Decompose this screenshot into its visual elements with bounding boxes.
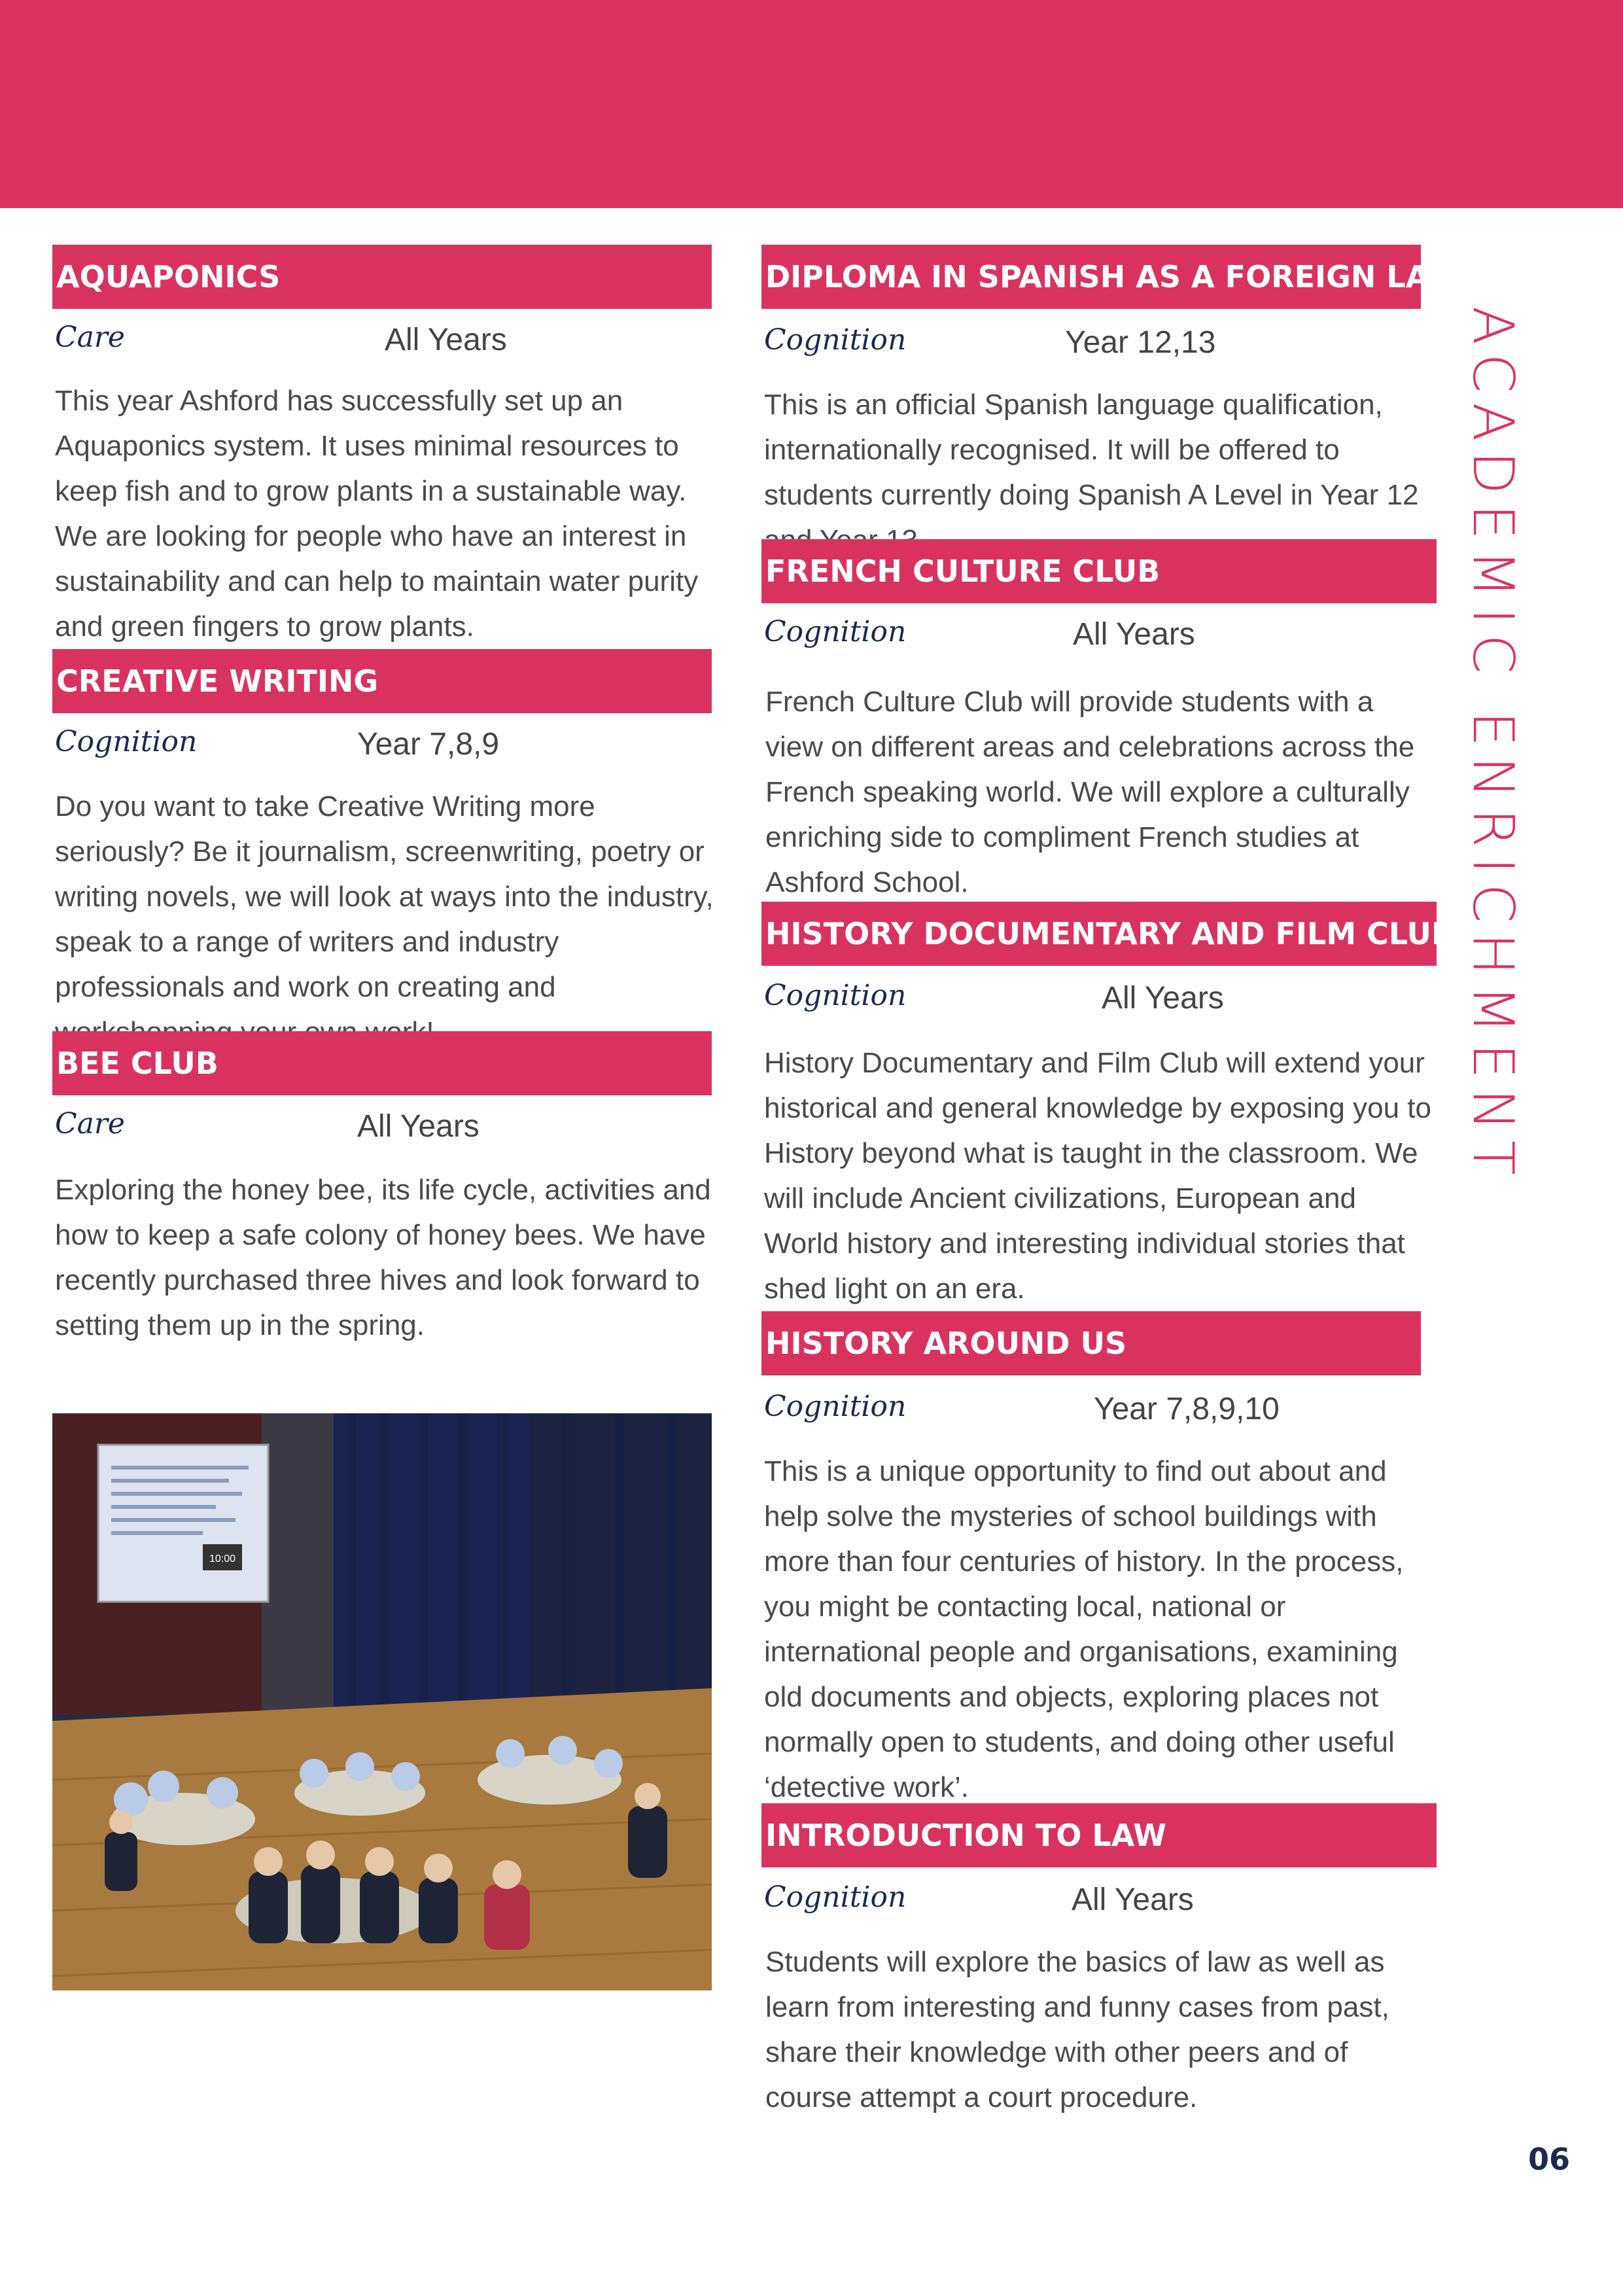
- french-culture-years: All Years: [1073, 617, 1195, 652]
- creative-writing-header: CREATIVE WRITING: [52, 649, 712, 713]
- diploma-spanish-years: Year 12,13: [1065, 325, 1216, 360]
- classroom-photo: [52, 1413, 712, 1990]
- history-around-category: Cognition: [764, 1390, 907, 1423]
- diploma-spanish-header: DIPLOMA IN SPANISH AS A FOREIGN LANGUAGE: [761, 245, 1421, 309]
- creative-writing-category: Cognition: [55, 725, 198, 758]
- history-doc-years: All Years: [1102, 981, 1224, 1016]
- french-culture-header: FRENCH CULTURE CLUB: [761, 539, 1437, 603]
- french-culture-category: Cognition: [764, 615, 907, 648]
- history-doc-body: History Documentary and Film Club will extend your historical and general knowledge by exposing you to History beyond what is taught in the classroom. We will include Ancient civilizations, European and World history and interesting individual stories that shed light on an era.: [764, 1047, 1431, 1305]
- aquaponics-years: All Years: [385, 323, 507, 357]
- intro-law-header: INTRODUCTION TO LAW: [761, 1803, 1437, 1867]
- bee-club-years: All Years: [357, 1109, 480, 1144]
- history-around-years: Year 7,8,9,10: [1094, 1392, 1280, 1426]
- history-doc-header: HISTORY DOCUMENTARY AND FILM CLUB: [761, 902, 1437, 966]
- history-around-body: This is a unique opportunity to find out about and help solve the mysteries of school buildings with more than four centuries of history. In the process, you might be contacting local, national or international people and organisations, examining old documents and objects, exploring places not normally open to students, and doing other useful ‘detective work’.: [764, 1455, 1404, 1803]
- page-number: 06: [1527, 2142, 1570, 2177]
- aquaponics-header: AQUAPONICS: [52, 245, 712, 309]
- bee-club-header: BEE CLUB: [52, 1031, 712, 1095]
- creative-writing-years: Year 7,8,9: [357, 727, 500, 762]
- aquaponics-body: This year Ashford has successfully set up an Aquaponics system. It uses minimal resources to keep fish and to grow plants in a sustainable way. We are looking for people who have an interest in sustainability and can help to maintain water purity and green fingers to grow plants.: [55, 385, 699, 643]
- history-doc-category: Cognition: [764, 979, 907, 1012]
- screen-timer: 10:00: [209, 1553, 236, 1564]
- bee-club-category: Care: [55, 1107, 125, 1140]
- diploma-spanish-body: This is an official Spanish language qualification, internationally recognised. It will be offered to students currently doing Spanish A Level in Year 12: [764, 389, 1419, 511]
- history-around-header: HISTORY AROUND US: [761, 1311, 1421, 1375]
- creative-writing-body: Do you want to take Creative Writing more seriously? Be it journalism, screenwriting, poetry or writing novels, we will look at ways into the industry, speak to a range of writers and industry professionals and work on creating and: [55, 790, 714, 1003]
- french-culture-body: French Culture Club will provide students with a view on different areas and celebrations across the French speaking world. We will explore a culturally enriching side to compliment French studies at Ashford School.: [765, 686, 1415, 898]
- intro-law-category: Cognition: [764, 1881, 907, 1914]
- side-title: ACADEMIC ENRICHMENT: [1460, 306, 1526, 1185]
- intro-law-years: All Years: [1072, 1882, 1194, 1917]
- aquaponics-category: Care: [55, 321, 125, 354]
- diploma-spanish-category: Cognition: [764, 323, 907, 357]
- header-band: [0, 0, 1623, 208]
- intro-law-body: Students will explore the basics of law as well as learn from interesting and funny cases from past, share their knowledge with other peers and of course attempt a court procedure.: [765, 1946, 1389, 2113]
- bee-club-body: Exploring the honey bee, its life cycle, activities and how to keep a safe colony of honey bees. We have recently purchased three hives and look forward to setting them up in the spring.: [55, 1174, 711, 1341]
